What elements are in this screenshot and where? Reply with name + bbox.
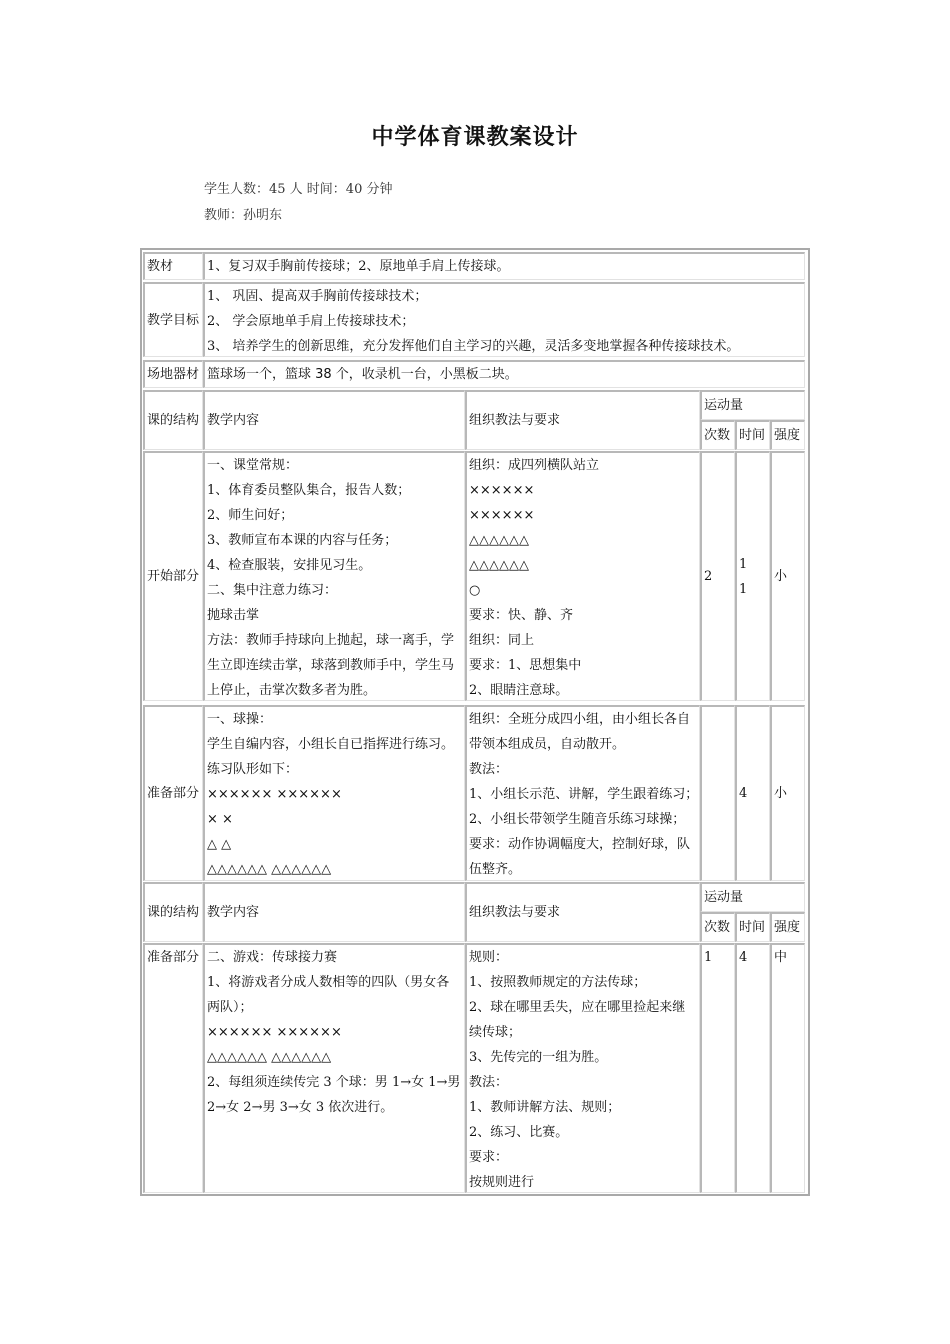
- method-line: 教法：: [469, 1075, 509, 1090]
- method-line: ××××××: [469, 483, 535, 498]
- header-structure: 课的结构: [143, 390, 203, 450]
- section1-time: [735, 451, 770, 701]
- section2-intensity: 小: [770, 705, 805, 881]
- class-info: 学生人数：45 人 时间：40 分钟: [204, 182, 393, 197]
- method-line: 规则：: [469, 950, 509, 965]
- content-line: 二、集中注意力练习：: [207, 583, 338, 598]
- header-structure: 课的结构: [143, 882, 203, 942]
- content-line: △△△△△△ △△△△△△: [207, 1050, 332, 1065]
- header-method: 组织教法与要求: [465, 390, 700, 450]
- header-count: 次数: [700, 912, 735, 942]
- teacher-info: 教师：孙明东: [204, 208, 283, 223]
- header-intensity: 强度: [770, 912, 805, 942]
- section3-time: 4: [735, 943, 770, 1193]
- method-line: 2、眼睛注意球。: [469, 683, 569, 698]
- content-line: 2、每组须连续传完 3 个球：男 1→女 1→男: [207, 1075, 461, 1090]
- goal-item: 2、 学会原地单手肩上传接球技术；: [207, 314, 415, 329]
- section1-method: [465, 451, 700, 701]
- content-line: 一、球操：: [207, 712, 273, 727]
- method-line: 1、小组长示范、讲解，学生跟着练习；: [469, 787, 699, 802]
- content-line: 上停止，击掌次数多者为胜。: [207, 683, 377, 698]
- method-line: △△△△△△: [469, 558, 529, 573]
- method-line: △△△△△△: [469, 533, 529, 548]
- method-line: 2、球在哪里丢失，应在哪里捡起来继: [469, 1000, 686, 1015]
- method-line: 1、教师讲解方法、规则；: [469, 1100, 621, 1115]
- section3-count: 1: [700, 943, 735, 1193]
- header-time: 时间: [735, 420, 770, 450]
- content-line: × ×: [207, 812, 233, 827]
- section1-label: 开始部分: [143, 451, 203, 701]
- section3-method: [465, 943, 700, 1193]
- method-line: 教法：: [469, 762, 509, 777]
- header-intensity: 强度: [770, 420, 805, 450]
- header-load: 运动量: [700, 390, 805, 420]
- content-line: ×××××× ××××××: [207, 1025, 342, 1040]
- method-line: 要求：1、思想集中: [469, 658, 582, 673]
- method-line: 要求：快、静、齐: [469, 608, 574, 623]
- equipment-label: 场地器材: [143, 360, 203, 388]
- method-line: 组织：成四列横队站立: [469, 458, 600, 473]
- section3-content: [203, 943, 465, 1193]
- method-line: 2、练习、比赛。: [469, 1125, 569, 1140]
- goal-item: 3、 培养学生的创新思维，充分发挥他们自主学习的兴趣，灵活多变地掌握各种传接球技术。: [207, 339, 740, 354]
- method-line: 带领本组成员，自动散开。: [469, 737, 626, 752]
- method-line: ××××××: [469, 508, 535, 523]
- content-line: 生立即连续击掌，球落到教师手中，学生马: [207, 658, 455, 673]
- content-line: 抛球击掌: [207, 608, 260, 623]
- content-line: 一、课堂常规：: [207, 458, 299, 473]
- section2-content: [203, 705, 465, 881]
- content-line: 3、教师宣布本课的内容与任务；: [207, 533, 398, 548]
- header-content: 教学内容: [203, 390, 465, 450]
- goal-label: 教学目标: [143, 282, 203, 357]
- time-line: 1: [739, 581, 748, 597]
- content-line: 方法：教师手持球向上抛起，球一离手，学: [207, 633, 455, 648]
- method-line: 组织：全班分成四小组，由小组长各自: [469, 712, 691, 727]
- method-line: 3、先传完的一组为胜。: [469, 1050, 608, 1065]
- time-line: 1: [739, 556, 748, 572]
- section2-method: [465, 705, 700, 881]
- section1-count: 2: [700, 451, 735, 701]
- content-line: 两队）；: [207, 1000, 253, 1015]
- content-line: 二、游戏：传球接力赛: [207, 950, 338, 965]
- content-line: △ △: [207, 837, 232, 852]
- content-line: 2、师生问好；: [207, 508, 294, 523]
- content-line: 1、体育委员整队集合，报告人数；: [207, 483, 411, 498]
- method-line: 按规则进行: [469, 1175, 535, 1190]
- method-line: 伍整齐。: [469, 862, 522, 877]
- method-line: 组织：同上: [469, 633, 535, 648]
- equipment-text: 篮球场一个，篮球 38 个，收录机一台，小黑板二块。: [203, 360, 805, 388]
- header-count: 次数: [700, 420, 735, 450]
- content-line: 1、将游戏者分成人数相等的四队（男女各: [207, 975, 450, 990]
- page-title: 中学体育课教案设计: [371, 125, 579, 150]
- header-method: 组织教法与要求: [465, 882, 700, 942]
- section2-count: [700, 705, 735, 881]
- method-line: 1、按照教师规定的方法传球；: [469, 975, 647, 990]
- section1-intensity: 小: [770, 451, 805, 701]
- method-line: ○: [469, 583, 481, 598]
- section1-content: [203, 451, 465, 701]
- header-content: 教学内容: [203, 882, 465, 942]
- method-line: 要求：: [469, 1150, 509, 1165]
- section2-time: 4: [735, 705, 770, 881]
- content-line: 4、检查服装，安排见习生。: [207, 558, 372, 573]
- method-line: 要求：动作协调幅度大，控制好球，队: [469, 837, 691, 852]
- goal-item: 1、 巩固、提高双手胸前传接球技术；: [207, 289, 428, 304]
- goal-list: [203, 282, 805, 357]
- content-line: 2→女 2→男 3→女 3 依次进行。: [207, 1100, 394, 1115]
- material-label: 教材: [143, 252, 203, 280]
- content-line: 学生自编内容，小组长自已指挥进行练习。: [207, 737, 455, 752]
- method-line: 续传球；: [469, 1025, 522, 1040]
- content-line: 练习队形如下：: [207, 762, 299, 777]
- header-load: 运动量: [700, 882, 805, 912]
- section3-label: 准备部分: [143, 943, 203, 1193]
- section3-intensity: 中: [770, 943, 805, 1193]
- method-line: 2、小组长带领学生随音乐练习球操；: [469, 812, 686, 827]
- header-time: 时间: [735, 912, 770, 942]
- section2-label: 准备部分: [143, 705, 203, 881]
- material-text: 1、复习双手胸前传接球；2、原地单手肩上传接球。: [203, 252, 805, 280]
- content-line: △△△△△△ △△△△△△: [207, 862, 332, 877]
- content-line: ×××××× ××××××: [207, 787, 342, 802]
